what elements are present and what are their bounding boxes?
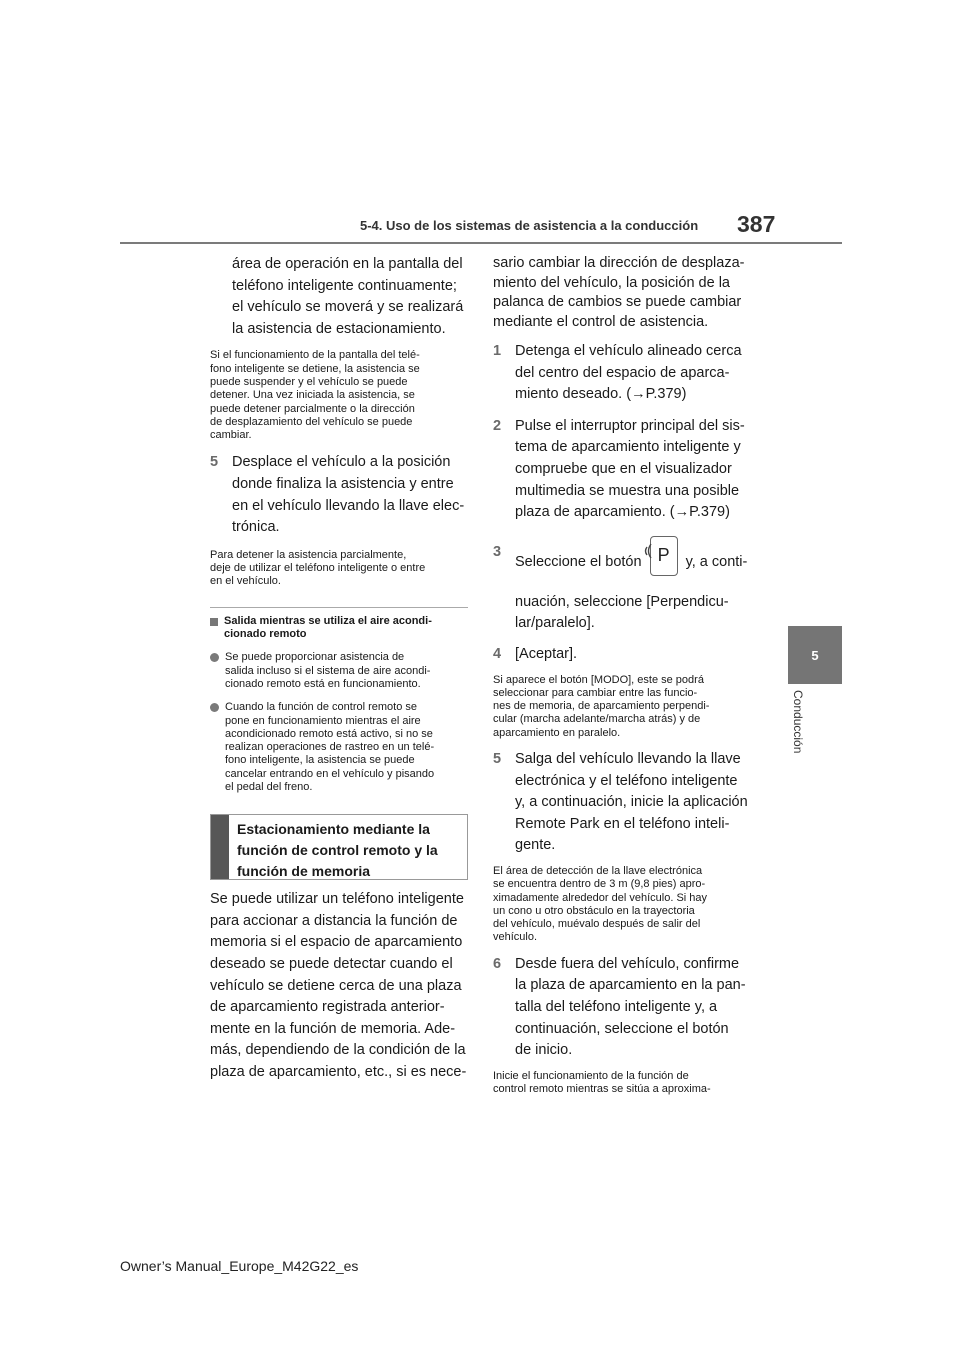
text-line: El área de detección de la llave electrónica (493, 864, 703, 877)
bullet-item (210, 651, 468, 691)
boxed-heading (210, 814, 468, 880)
text-line: lar/paralelo]. (515, 615, 595, 632)
text-line: para accionar a distancia la función de (210, 912, 458, 929)
text-line: Salga del vehículo llevando la llave (515, 751, 741, 768)
text-line: deje de utilizar el teléfono inteligente o entre (210, 562, 426, 575)
step-6 (493, 954, 751, 1062)
step-2 (493, 416, 751, 524)
header-divider (120, 242, 842, 244)
text-line: pone en funcionamiento mientras el aire (225, 714, 421, 727)
chapter-tab (788, 626, 842, 684)
text-line: palanca de cambios se puede cambiar (493, 294, 742, 310)
note-paragraph (493, 1070, 751, 1097)
text-line: se encuentra dentro de 3 m (9,8 pies) apro- (493, 878, 706, 891)
text-line: de desplazamiento del vehículo se puede (210, 415, 413, 428)
step-number: 2 (493, 417, 502, 434)
step-number: 6 (493, 955, 502, 972)
text-line: multimedia se muestra una posible (515, 482, 740, 499)
text-line: Pulse el interruptor principal del sis- (515, 417, 745, 434)
text-line: cambiar. (210, 429, 252, 442)
text-line: Remote Park en el teléfono inteli- (515, 815, 730, 832)
circle-bullet-icon (210, 653, 219, 662)
text-line: salida incluso si el sistema de aire acondi- (225, 664, 431, 677)
text-line: la asistencia de estacionamiento. (232, 320, 446, 337)
text-line: Cuando la función de control remoto se (225, 701, 418, 714)
text-line: electrónica y el teléfono inteligente (515, 772, 738, 789)
text-line: sario cambiar la dirección de desplaza- (493, 255, 745, 271)
text-line: Detenga el vehículo alineado cerca (515, 343, 742, 359)
left-column (210, 254, 468, 1084)
step3-text-after: y, a conti- (685, 553, 748, 570)
text-line: teléfono inteligente continuamente; (232, 277, 457, 294)
text-line: vehículo se detiene cerca de una plaza (210, 977, 462, 994)
text-line: miento deseado. (→P.379) (515, 386, 687, 403)
text-line (515, 542, 751, 582)
text-line: seleccionar para cambiar entre las funcio- (493, 686, 698, 699)
text-line: función de memoria (237, 863, 371, 880)
text-line: y, a continuación, inicie la aplicación (515, 794, 748, 811)
text-line: detener. Una vez iniciada la asistencia, se (210, 389, 415, 402)
text-line: de inicio. (515, 1042, 573, 1059)
text-line: trónica. (232, 519, 280, 536)
step-1 (493, 341, 751, 406)
text-line: en el vehículo llevando la llave elec- (232, 497, 465, 514)
text-line: función de control remoto y la (237, 842, 438, 859)
step-number: 3 (493, 543, 502, 560)
step-5 (493, 749, 751, 857)
text-line: fono inteligente, la asistencia se puede (225, 754, 415, 767)
text-line: el vehículo se moverá y se realizará (232, 299, 464, 316)
circle-bullet-icon (210, 703, 219, 712)
text-line: [Aceptar]. (515, 645, 578, 662)
text-line: Se puede utilizar un teléfono inteligente (210, 891, 464, 908)
page-number: 387 (737, 211, 776, 237)
step-number: 4 (493, 645, 502, 662)
step-number: 5 (493, 751, 502, 768)
text-line: puede suspender y el vehículo se puede (210, 375, 408, 388)
text-line: plaza de aparcamiento. (→P.379) (515, 504, 730, 521)
text-line: más, dependiendo de la condición de la (210, 1042, 466, 1059)
text-line: donde finaliza la asistencia y entre (232, 476, 454, 493)
text-line: fono inteligente se detiene, la asistencia se (210, 362, 420, 375)
step-number: 1 (493, 343, 502, 359)
step-5 (210, 452, 468, 538)
note-paragraph (210, 549, 468, 589)
text-line: un cono u otro obstáculo en la trayectoria (493, 904, 695, 917)
text-line: en el vehículo. (210, 575, 281, 588)
intro-continued (210, 254, 468, 340)
text-line: Si el funcionamiento de la pantalla del telé- (210, 349, 420, 362)
text-line: puede detener parcialmente o la dirección (210, 402, 415, 415)
body-paragraph (210, 889, 468, 1083)
text-line: Se puede proporcionar asistencia de (225, 651, 405, 664)
intro-paragraph (493, 254, 751, 332)
text-line: cionado remoto (224, 628, 307, 641)
text-line: nuación, seleccione [Perpendicu- (515, 593, 729, 610)
text-line: mente en la función de memoria. Ade- (210, 1020, 456, 1037)
text-line: plaza de aparcamiento, etc., si es nece- (210, 1064, 467, 1081)
text-line: del vehículo, muévalo después de salir del (493, 918, 701, 931)
step-4 (493, 644, 751, 666)
heading-bar (211, 815, 229, 879)
text-line: nes de memoria, de aparcamiento perpendi- (493, 700, 710, 713)
text-line: miento del vehículo, la posición de la (493, 274, 730, 291)
text-line: talla del teléfono inteligente y, a (515, 998, 718, 1015)
text-line: gente. (515, 837, 556, 854)
note-paragraph (493, 865, 751, 945)
text-line: cionado remoto está en funcionamiento. (225, 677, 421, 690)
step-number: 5 (210, 454, 219, 471)
text-line: ximadamente alrededor del vehículo. Si hay (493, 891, 708, 904)
chapter-label: Conducción (791, 690, 805, 754)
p-glyph: P (657, 544, 670, 565)
text-line: acondicionado remoto está activo, si no se (225, 727, 433, 740)
text-line: control remoto mientras se sitúa a aproxima- (493, 1083, 711, 1096)
right-column (493, 254, 751, 1096)
text-line: la plaza de aparcamiento en la pan- (515, 977, 746, 994)
text-line: realizan operaciones de rastreo en un telé- (225, 741, 435, 754)
text-line: compruebe que en el visualizador (515, 460, 732, 477)
text-line: Desde fuera del vehículo, confirme (515, 955, 740, 972)
subsection-heading (210, 615, 468, 642)
text-line: tema de aparcamiento inteligente y (515, 439, 741, 456)
text-line: del centro del espacio de aparca- (515, 364, 730, 381)
text-line: deseado se puede detectar cuando el (210, 956, 453, 973)
text-line: memoria si el espacio de aparcamiento (210, 934, 463, 951)
step-3 (493, 542, 751, 635)
note-paragraph (210, 349, 468, 442)
note-paragraph (493, 674, 751, 740)
text-line: área de operación en la pantalla del (232, 256, 463, 272)
text-line: Para detener la asistencia parcialmente, (210, 548, 407, 561)
text-line: mediante el control de asistencia. (493, 313, 709, 330)
remote-park-button-icon (650, 536, 678, 576)
text-line: cular (marcha adelante/marcha atrás) y de (493, 713, 701, 726)
text-line: cancelar entrando en el vehículo y pisando (225, 767, 435, 780)
footer-text: Owner’s Manual_Europe_M42G22_es (120, 1258, 359, 1274)
text-line: aparcamiento en paralelo. (493, 726, 621, 739)
text-line: el pedal del freno. (225, 780, 313, 793)
text-line: Si aparece el botón [MODO], este se podrá (493, 673, 704, 686)
text-line: Salida mientras se utiliza el aire acondi- (224, 614, 432, 627)
text-line: vehículo. (493, 931, 538, 944)
text-line: de aparcamiento registrada anterior- (210, 999, 445, 1016)
text-line: Estacionamiento mediante la (237, 821, 430, 838)
text-line: Desplace el vehículo a la posición (232, 454, 451, 471)
square-bullet-icon (210, 618, 218, 626)
text-line: continuación, seleccione el botón (515, 1020, 729, 1037)
bullet-item (210, 701, 468, 794)
text-line: Inicie el funcionamiento de la función de (493, 1069, 689, 1082)
step3-text-before: Seleccione el botón (515, 553, 642, 570)
section-title: 5-4. Uso de los sistemas de asistencia a la conducción (360, 218, 699, 233)
chapter-number: 5 (811, 647, 819, 663)
